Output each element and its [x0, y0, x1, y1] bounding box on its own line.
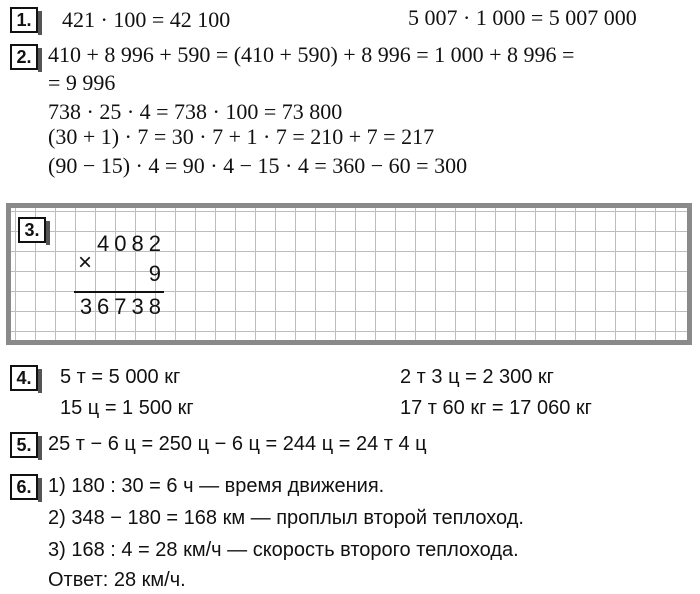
task-number-3: 3.: [18, 217, 46, 243]
task6-step-1: 1) 180 : 30 = 6 ч — время движения.: [48, 475, 385, 497]
task1-expression-b: 5 007 · 1 000 = 5 007 000: [408, 5, 637, 30]
task6-step-2: 2) 348 − 180 = 168 км — проплыл второй теплоход.: [48, 507, 524, 529]
task-number-4: 4.: [10, 365, 38, 391]
task6-answer: Ответ: 28 км/ч.: [48, 569, 186, 591]
task2-line-2: = 9 996: [48, 70, 116, 95]
task-number-6: 6.: [10, 474, 38, 500]
task4-conversion-a: 5 т = 5 000 кг: [60, 366, 181, 388]
multiplicand: 4082: [97, 231, 166, 256]
multiplication-result: 36738: [79, 294, 166, 319]
task4-conversion-b: 2 т 3 ц = 2 300 кг: [400, 366, 554, 388]
task4-conversion-c: 15 ц = 1 500 кг: [60, 397, 194, 419]
task2-line-5: (90 − 15) · 4 = 90 · 4 − 15 · 4 = 360 − 60 = 300: [48, 153, 468, 178]
task4-conversion-d: 17 т 60 кг = 17 060 кг: [400, 397, 592, 419]
task-number-2: 2.: [10, 44, 38, 70]
task1-expression-a: 421 · 100 = 42 100: [62, 7, 231, 32]
task2-line-4: (30 + 1) · 7 = 30 · 7 + 1 · 7 = 210 + 7 = 217: [48, 124, 435, 149]
task-number-1: 1.: [10, 7, 38, 33]
multiplier: 9: [148, 261, 166, 286]
task-number-5: 5.: [10, 432, 38, 458]
task6-step-3: 3) 168 : 4 = 28 км/ч — скорость второго теплохода.: [48, 539, 519, 561]
multiplication-line: [74, 291, 164, 293]
task5-expression: 25 т − 6 ц = 250 ц − 6 ц = 244 ц = 24 т 4 ц: [48, 433, 427, 455]
multiply-sign: ×: [78, 249, 93, 276]
task2-line-3: 738 · 25 · 4 = 738 · 100 = 73 800: [48, 99, 343, 124]
task2-line-1: 410 + 8 996 + 590 = (410 + 590) + 8 996 = 1 000 + 8 996 =: [48, 42, 575, 67]
